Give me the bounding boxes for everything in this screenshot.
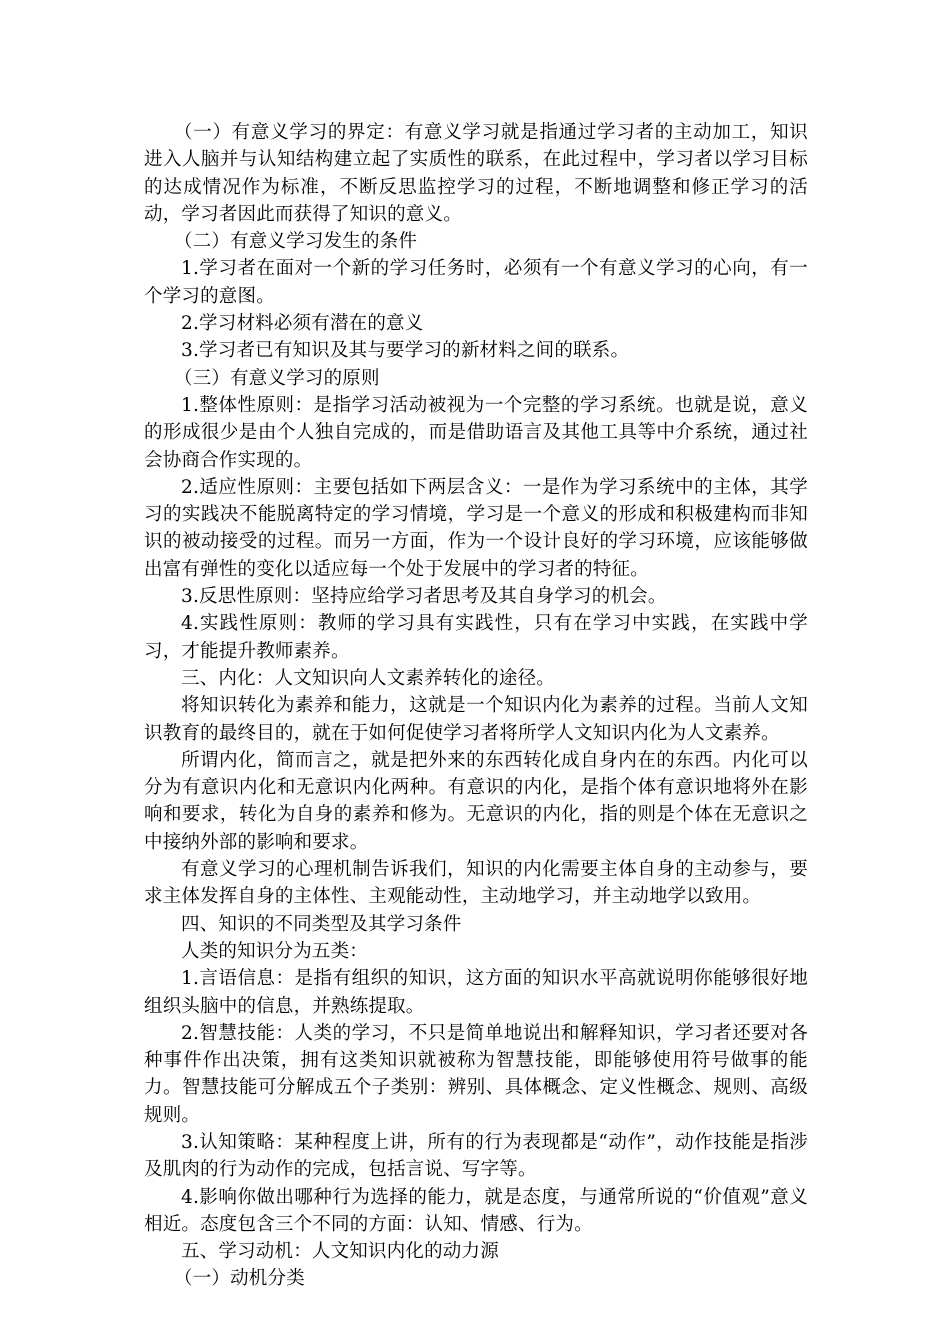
paragraph-knowledge-4: 4.影响你做出哪种行为选择的能力，就是态度，与通常所说的“价值观”意义相近。态度包含三个不同的方面：认知、情感、行为。	[144, 1186, 808, 1235]
paragraph-knowledge-2: 2.智慧技能：人类的学习，不只是简单地说出和解释知识，学习者还要对各种事件作出决策，拥有这类知识就被称为智慧技能，即能够使用符号做事的能力。智慧技能可分解成五个子类别：辨别、具体概念、定义性概念、规则、高级规则。	[144, 1022, 808, 1126]
paragraph-internalization-2: 所谓内化，简而言之，就是把外来的东西转化成自身内在的东西。内化可以分为有意识内化和无意识内化两种。有意识的内化，是指个体有意识地将外在影响和要求，转化为自身的素养和修为。无意识的内化，指的则是个体在无意识之中接纳外部的影响和要求。	[144, 749, 808, 853]
paragraph-principle-1: 1.整体性原则：是指学习活动被视为一个完整的学习系统。也就是说，意义的形成很少是由个人独自完成的，而是借助语言及其他工具等中介系统，通过社会协商合作实现的。	[144, 394, 808, 471]
paragraph-principle-3: 3.反思性原则：坚持应给学习者思考及其自身学习的机会。	[181, 586, 667, 608]
paragraph-heading-conditions: （二）有意义学习发生的条件	[174, 231, 418, 253]
paragraph-definition: （一）有意义学习的界定：有意义学习就是指通过学习者的主动加工，知识进入人脑并与认知结构建立起了实质性的联系，在此过程中，学习者以学习目标的达成情况作为标准，不断反思监控学习的过程，不断地调整和修正学习的活动，学习者因此而获得了知识的意义。	[144, 122, 808, 225]
paragraph-heading-knowledge-types: 四、知识的不同类型及其学习条件	[181, 913, 462, 935]
paragraph-condition-2: 2.学习材料必须有潜在的意义	[181, 313, 424, 335]
paragraph-heading-motivation: 五、学习动机：人文知识内化的动力源	[181, 1241, 499, 1263]
paragraph-internalization-1: 将知识转化为素养和能力，这就是一个知识内化为素养的过程。当前人文知识教育的最终目的，就在于如何促使学习者将所学人文知识内化为人文素养。	[144, 695, 808, 744]
paragraph-heading-internalization: 三、内化：人文知识向人文素养转化的途径。	[181, 667, 556, 689]
paragraph-internalization-3: 有意义学习的心理机制告诉我们，知识的内化需要主体自身的主动参与，要求主体发挥自身的主体性、主观能动性，主动地学习，并主动地学以致用。	[144, 859, 808, 908]
paragraph-principle-4: 4.实践性原则：教师的学习具有实践性，只有在学习中实践，在实践中学习，才能提升教师素养。	[144, 613, 808, 662]
paragraph-heading-principles: （三）有意义学习的原则	[174, 367, 380, 389]
paragraph-knowledge-3: 3.认知策略：某种程度上讲，所有的行为表现都是“动作”，动作技能是指涉及肌肉的行为动作的完成，包括言说、写字等。	[144, 1131, 808, 1181]
document-page	[144, 119, 808, 1293]
paragraph-condition-3: 3.学习者已有知识及其与要学习的新材料之间的联系。	[181, 340, 630, 362]
paragraph-knowledge-intro: 人类的知识分为五类：	[181, 940, 369, 962]
paragraph-principle-2: 2.适应性原则：主要包括如下两层含义：一是作为学习系统中的主体，其学习的实践决不能脱离特定的学习情境，学习是一个意义的形成和积极建构而非知识的被动接受的过程。而另一方面，作为一个设计良好的学习环境，应该能够做出富有弹性的变化以适应每一个处于发展中的学习者的特征。	[144, 476, 808, 580]
paragraph-heading-motivation-types: （一）动机分类	[174, 1268, 305, 1290]
paragraph-condition-1: 1.学习者在面对一个新的学习任务时，必须有一个有意义学习的心向，有一个学习的意图。	[144, 258, 808, 307]
paragraph-knowledge-1: 1.言语信息：是指有组织的知识，这方面的知识水平高就说明你能够很好地组织头脑中的信息，并熟练提取。	[144, 968, 808, 1017]
